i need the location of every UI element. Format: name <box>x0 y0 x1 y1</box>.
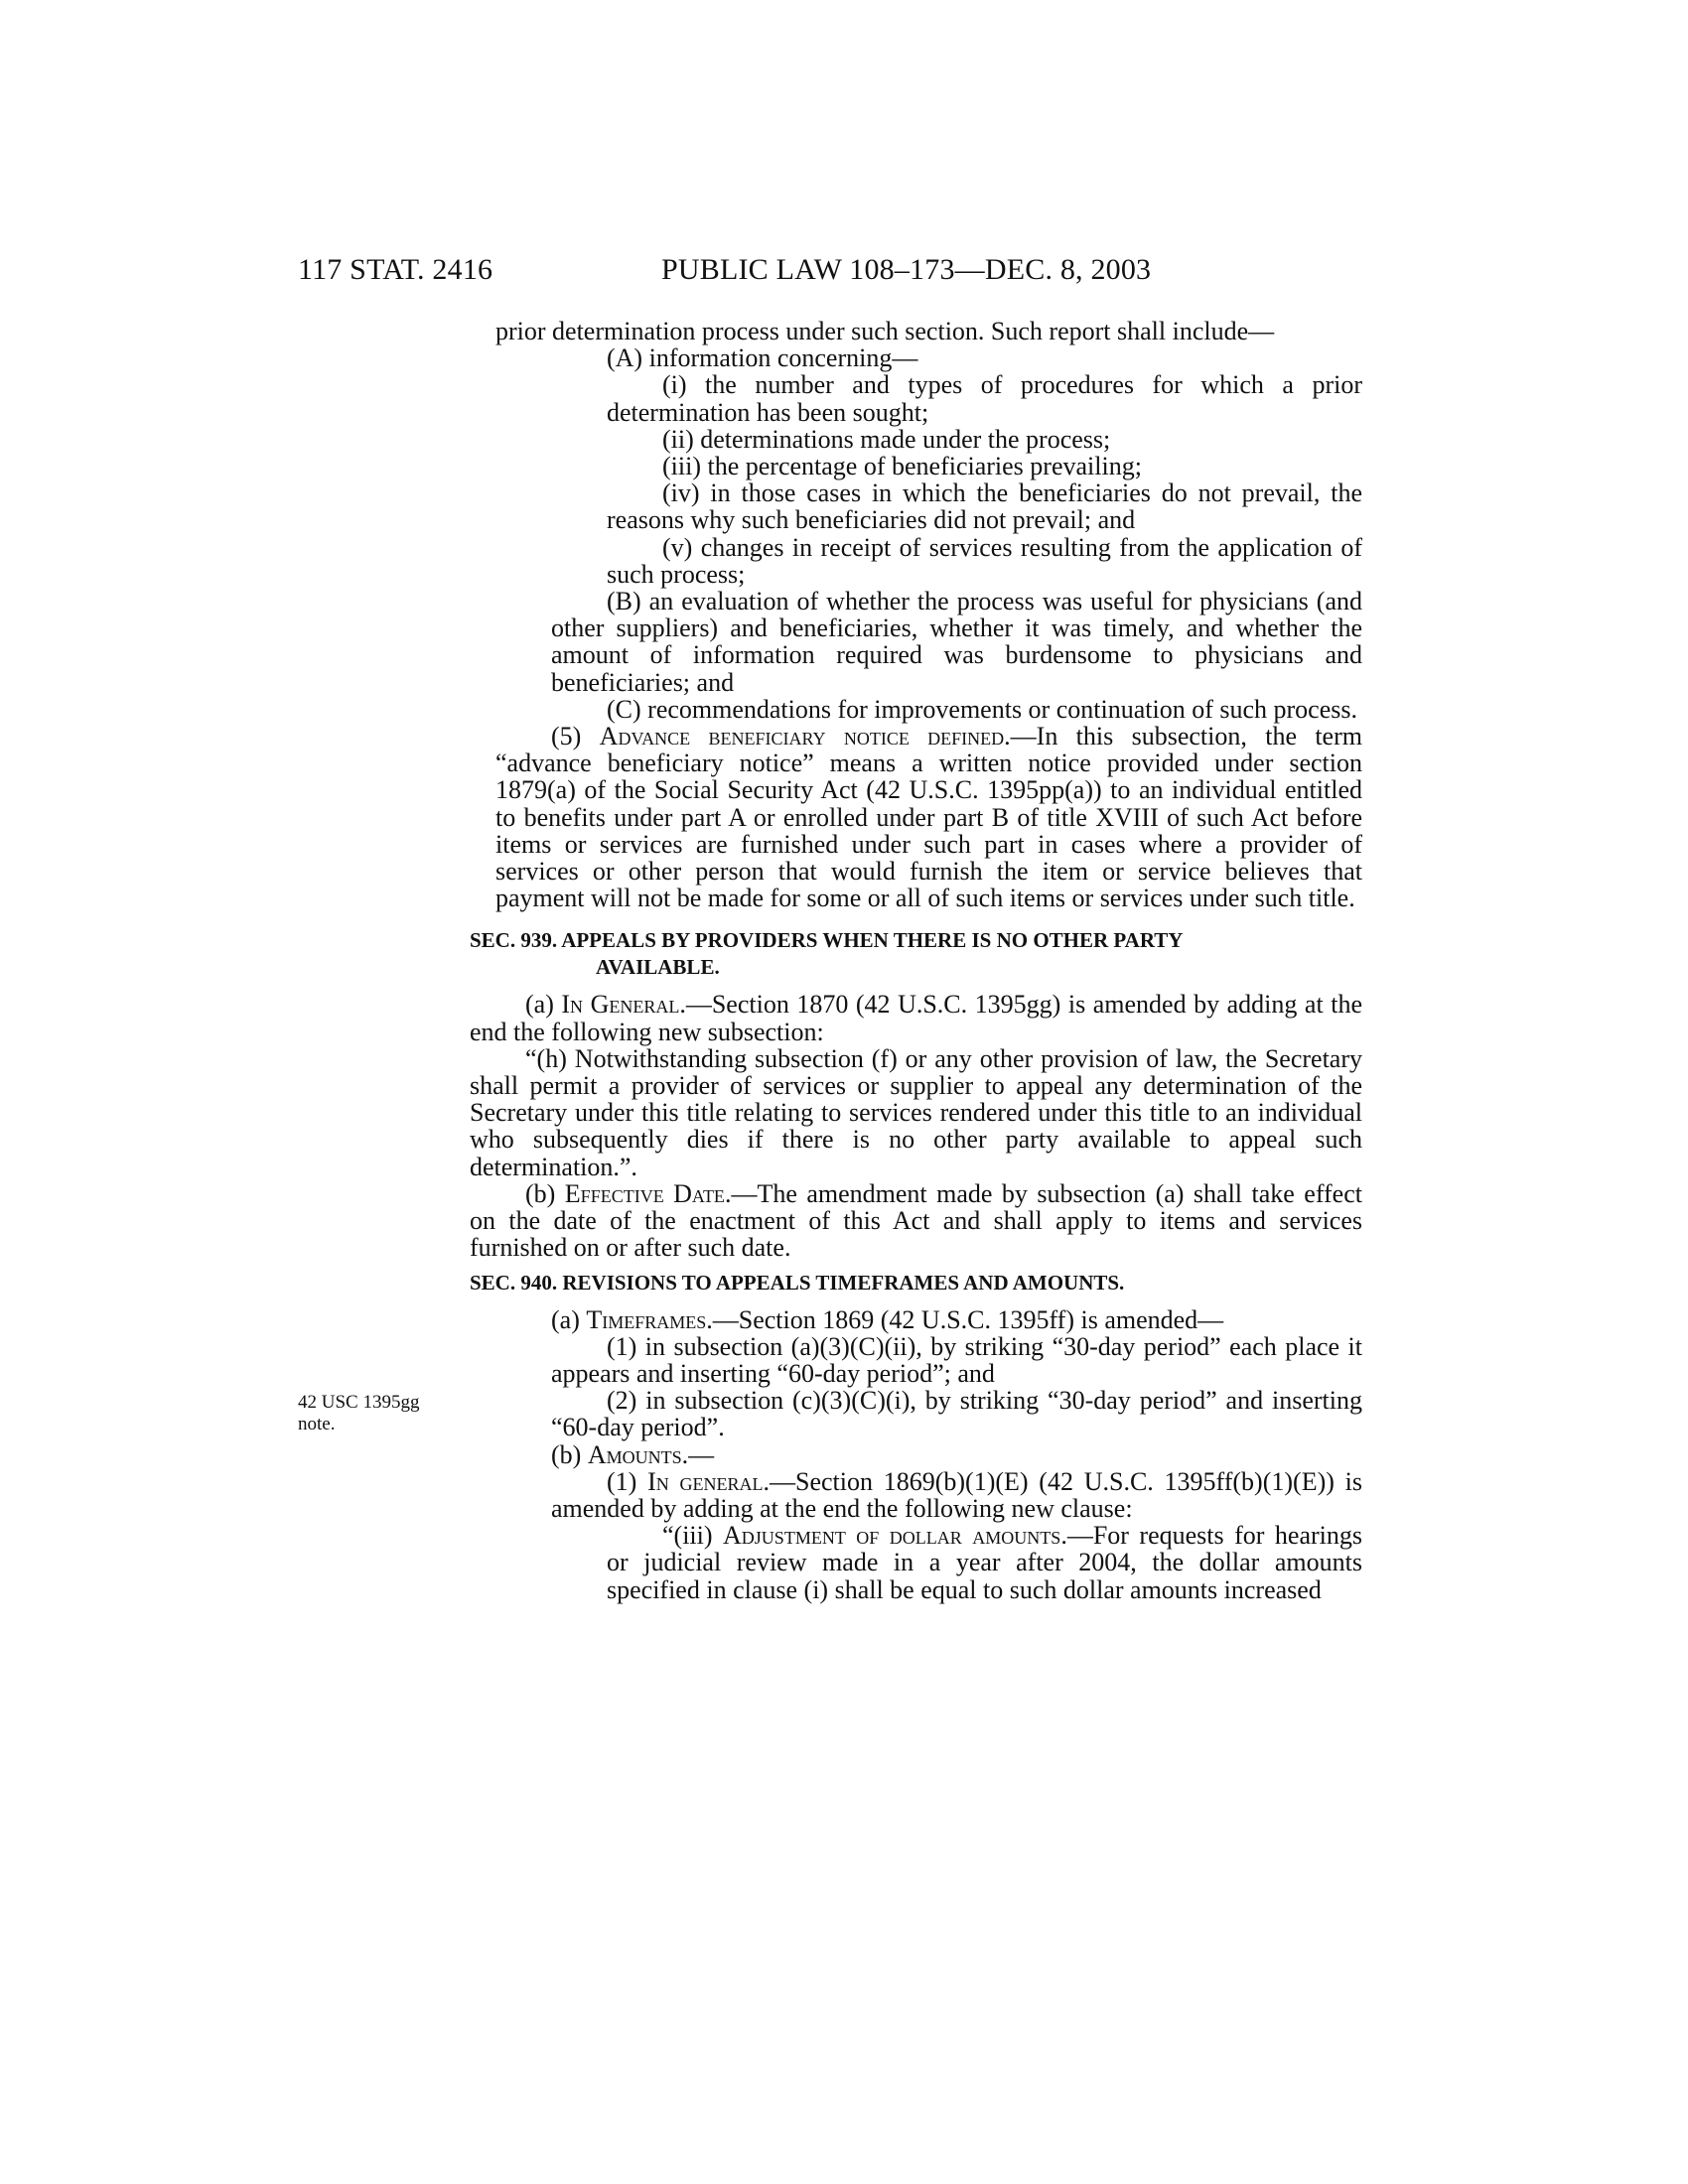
margin-note-line2: note. <box>298 1414 336 1434</box>
clause-iii: (iii) the percentage of beneficiaries prevailing; <box>662 452 1142 481</box>
running-title: PUBLIC LAW 108–173—DEC. 8, 2003 <box>661 253 1152 286</box>
paragraph-5 <box>495 723 1362 911</box>
clause-iv: (iv) in those cases in which the beneficiaries do not prevail, the reasons why such beneficiaries did not prevail; and <box>607 478 1362 535</box>
section-939-title-line1: SEC. 939. APPEALS BY PROVIDERS WHEN THERE IS NO OTHER PARTY <box>470 928 1184 953</box>
section-940-a <box>495 1306 1362 1333</box>
section-939-b <box>470 1180 1362 1262</box>
section-939-a-heading: In General <box>561 990 680 1020</box>
paragraph-C: (C) recommendations for improvements or continuation of such process. <box>607 694 1357 724</box>
section-940-a1: (1) in subsection (a)(3)(C)(ii), by striking “30-day period” each place it appears and inserting “60-day period”; and <box>551 1331 1362 1388</box>
section-940-title: SEC. 940. REVISIONS TO APPEALS TIMEFRAMES AND AMOUNTS. <box>470 1270 1125 1295</box>
section-940-a-label: (a) <box>551 1304 587 1334</box>
page-header <box>298 250 1390 290</box>
paragraph-A: (A) information concerning— <box>607 343 918 373</box>
section-939-b-text: .—The amendment made by subsection (a) shall take effect on the date of the enactment of this Act and shall apply to items and services furnished on or after such date. <box>470 1178 1362 1263</box>
paragraph-5-label: (5) <box>551 722 600 751</box>
paragraph-report-intro: prior determination process under such section. Such report shall include— <box>495 317 1275 345</box>
section-940-b1 <box>551 1468 1362 1522</box>
section-940-a2: (2) in subsection (c)(3)(C)(i), by striking “30-day period” and inserting “60-day period”. <box>551 1386 1362 1442</box>
section-939-b-heading: Effective Date <box>564 1178 725 1208</box>
section-940-clause-iii-block <box>495 1522 1362 1603</box>
section-940-b-text: .— <box>681 1439 715 1469</box>
paragraph-B: (B) an evaluation of whether the process was useful for physicians (and other suppliers) and beneficiaries, whether it was timely, and whether the amount of information required was burdensome to physicians and beneficiaries; and <box>551 587 1362 697</box>
clause-v: (v) changes in receipt of services resulting from the application of such process; <box>607 532 1362 589</box>
clause-list <box>495 371 1362 588</box>
section-940-b <box>495 1441 1362 1468</box>
section-940-b-items <box>495 1468 1362 1522</box>
margin-note-line1: 42 USC 1395gg <box>298 1392 420 1413</box>
section-940-b-label: (b) <box>551 1439 588 1469</box>
section-939-title-line2: AVAILABLE. <box>596 955 720 980</box>
section-940-b1-label: (1) <box>607 1466 648 1496</box>
stat-page-number: 117 STAT. 2416 <box>298 253 493 286</box>
document-body <box>470 317 1363 1604</box>
section-940-a-heading: Timeframes <box>586 1304 707 1334</box>
section-939-h: “(h) Notwithstanding subsection (f) or any other provision of law, the Secretary shall permit a provider of services or supplier to appeal any determination of the Secretary under this title relating to services rendered under this title to an individual who subsequently dies if there is no other party available to appeal such determination.”. <box>470 1043 1362 1181</box>
clause-ii: (ii) determinations made under the process; <box>662 424 1111 454</box>
paragraph-5-heading: Advance beneficiary notice defined <box>599 722 1005 751</box>
section-939-a-label: (a) <box>525 990 562 1020</box>
paragraph-5-text: .—In this subsection, the term “advance beneficiary notice” means a written notice provided under section 1879(a) of the Social Security Act (42 U.S.C. 1395pp(a)) to an individual entitled to benefits under part A or enrolled under part B of title XVIII of such Act before items or services are furnished under such part in cases where a provider of services or other person that would furnish the item or service believes that payment will not be made for some or all of such items or services under such title. <box>495 722 1362 913</box>
margin-note <box>298 1392 467 1435</box>
section-940-b1-heading: In general <box>647 1466 764 1496</box>
section-940-iii-heading: Adjustment of dollar amounts <box>723 1521 1061 1551</box>
section-940-iii-text: .—For requests for hearings or judicial review made in a year after 2004, the dollar amounts specified in clause (i) shall be equal to such dollar amounts increased <box>607 1521 1363 1604</box>
section-940-b-heading: Amounts <box>587 1439 682 1469</box>
clause-i: (i) the number and types of procedures for which a prior determination has been sought; <box>607 370 1362 427</box>
section-940-clause-iii <box>607 1522 1362 1603</box>
section-939-body <box>470 991 1362 1261</box>
section-940-iii-label: “(iii) <box>662 1521 724 1551</box>
section-939-a <box>470 991 1362 1044</box>
section-939-heading <box>470 927 1362 981</box>
section-940-a-text: .—Section 1869 (42 U.S.C. 1395ff) is amended— <box>706 1304 1224 1334</box>
section-939-a-text: .—Section 1870 (42 U.S.C. 1395gg) is amended by adding at the end the following new subsection: <box>470 990 1362 1046</box>
section-939-b-label: (b) <box>525 1178 565 1208</box>
subparagraph-list <box>495 588 1362 723</box>
section-940-heading <box>470 1270 1362 1297</box>
section-940-a-items <box>495 1333 1362 1441</box>
section-940-b1-text: .—Section 1869(b)(1)(E) (42 U.S.C. 1395ff(b)(1)(E)) is amended by adding at the end the following new clause: <box>551 1466 1362 1523</box>
